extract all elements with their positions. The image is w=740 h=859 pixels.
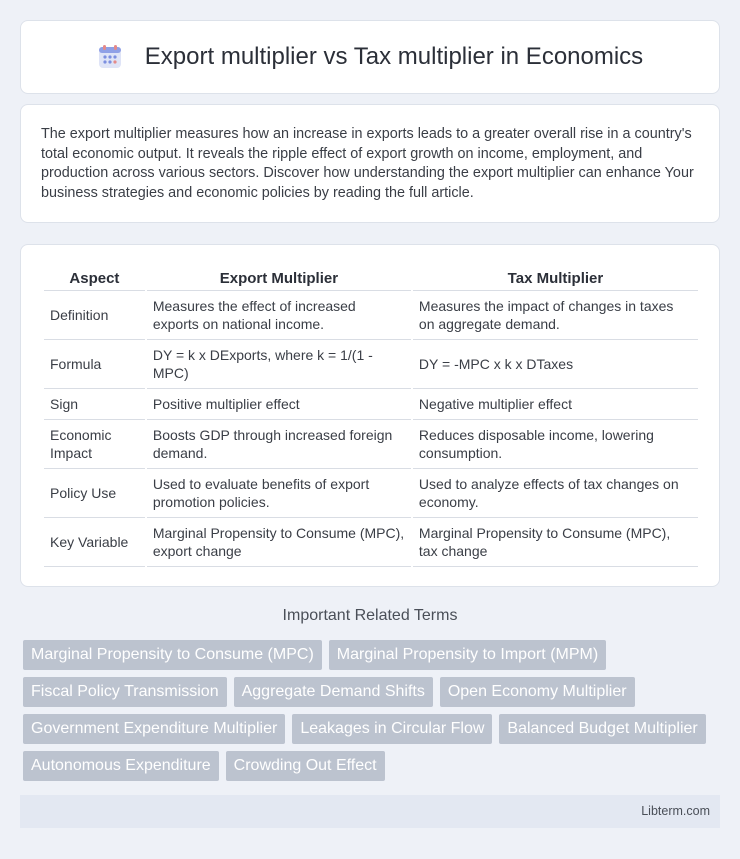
footer (20, 795, 720, 828)
related-term-tag[interactable]: Fiscal Policy Transmission (23, 677, 227, 707)
related-term-tag[interactable]: Balanced Budget Multiplier (499, 714, 705, 744)
row-export-value: Used to evaluate benefits of export promotion policies. (147, 469, 411, 518)
page-title: Export multiplier vs Tax multiplier in Economics (144, 43, 644, 70)
row-tax-value: DY = -MPC x k x DTaxes (413, 340, 698, 389)
row-aspect: Key Variable (44, 518, 145, 567)
related-term-tag[interactable]: Crowding Out Effect (226, 751, 385, 781)
intro-card (20, 104, 720, 223)
row-tax-value: Reduces disposable income, lowering consumption. (413, 420, 698, 469)
related-term-tag[interactable]: Leakages in Circular Flow (292, 714, 492, 744)
related-term-tag[interactable]: Open Economy Multiplier (440, 677, 635, 707)
related-term-tag[interactable]: Marginal Propensity to Import (MPM) (329, 640, 606, 670)
header-tax-multiplier: Tax Multiplier (413, 265, 698, 291)
related-terms-title: Important Related Terms (282, 607, 458, 624)
row-export-value: Marginal Propensity to Consume (MPC), export change (147, 518, 411, 567)
table-row (44, 291, 698, 340)
related-terms-list (23, 640, 723, 788)
table-row (44, 340, 698, 389)
header-export-multiplier: Export Multiplier (147, 265, 411, 291)
table-row (44, 518, 698, 567)
comparison-table (42, 265, 700, 567)
row-aspect: Formula (44, 340, 145, 389)
row-export-value: Boosts GDP through increased foreign demand. (147, 420, 411, 469)
related-term-tag[interactable]: Aggregate Demand Shifts (234, 677, 433, 707)
calendar-icon (97, 44, 123, 70)
row-aspect: Definition (44, 291, 145, 340)
comparison-card (20, 244, 720, 587)
header-aspect: Aspect (44, 265, 145, 291)
table-row (44, 469, 698, 518)
table-row (44, 420, 698, 469)
footer-site-link[interactable]: Libterm.com (641, 804, 710, 818)
row-export-value: Positive multiplier effect (147, 389, 411, 420)
row-tax-value: Negative multiplier effect (413, 389, 698, 420)
related-term-tag[interactable]: Marginal Propensity to Consume (MPC) (23, 640, 322, 670)
row-aspect: Economic Impact (44, 420, 145, 469)
row-tax-value: Used to analyze effects of tax changes on economy. (413, 469, 698, 518)
related-term-tag[interactable]: Autonomous Expenditure (23, 751, 219, 781)
row-tax-value: Marginal Propensity to Consume (MPC), tax change (413, 518, 698, 567)
title-card (20, 20, 720, 94)
intro-paragraph: The export multiplier measures how an increase in exports leads to a greater overall rise in a country's total economic output. It reveals the ripple effect of export growth on income, employment, and production across various sectors. Discover how understanding the export multiplier can enhance Your business strategies and economic policies by reading the full article. (41, 126, 694, 201)
table-header-row (44, 265, 698, 291)
row-tax-value: Measures the impact of changes in taxes on aggregate demand. (413, 291, 698, 340)
row-export-value: DY = k x DExports, where k = 1/(1 - MPC) (147, 340, 411, 389)
row-export-value: Measures the effect of increased exports on national income. (147, 291, 411, 340)
related-term-tag[interactable]: Government Expenditure Multiplier (23, 714, 285, 744)
table-row (44, 389, 698, 420)
row-aspect: Sign (44, 389, 145, 420)
row-aspect: Policy Use (44, 469, 145, 518)
